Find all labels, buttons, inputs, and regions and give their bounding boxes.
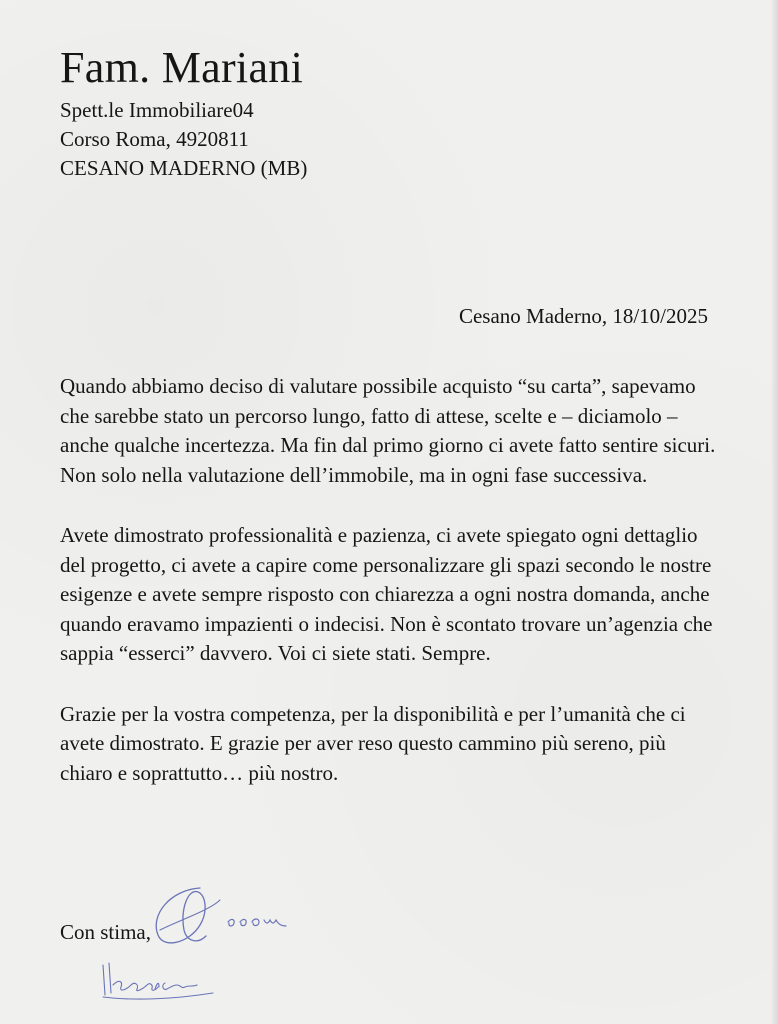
closing-salutation: Con stima, [60, 920, 152, 944]
letter-body [60, 372, 720, 819]
sender-family-name: Fam. Mariani [60, 43, 304, 92]
recipient-address [60, 96, 307, 183]
handwritten-signature-2 [95, 955, 225, 1010]
recipient-line-2: Corso Roma, 4920811 [60, 127, 249, 151]
paper-edge [770, 0, 778, 1024]
handwritten-signature-1 [140, 880, 340, 960]
body-paragraph-2: Avete dimostrato professionalità e pazienza, ci avete spiegato ogni dettaglio del progetto, ci avete a capire come personalizzare gli spazi secondo le nostre esigenze e avete sempre risposto con chiarezza a ogni nostra domanda, anche quando eravamo impazienti o indecisi. Non è scontato trovare un’agenzia che sappia “esserci” davvero. Voi ci siete stati. Sempre. [60, 523, 713, 665]
body-paragraph-1: Quando abbiamo deciso di valutare possibile acquisto “su carta”, sapevamo che sarebbe stato un percorso lungo, fatto di attese, scelte e – diciamolo – anche qualche incertezza. Ma fin dal primo giorno ci avete fatto sentire sicuri. Non solo nella valutazione dell’immobile, ma in ogni fase successiva. [60, 374, 716, 487]
recipient-line-3: CESANO MADERNO (MB) [60, 156, 308, 180]
recipient-line-1: Spett.le Immobiliare04 [60, 98, 254, 122]
body-paragraph-3: Grazie per la vostra competenza, per la disponibilità e per l’umanità che ci avete dimostrato. E grazie per aver reso questo cammino più sereno, più chiaro e soprattutto… più nostro. [60, 701, 686, 785]
date-line: Cesano Maderno, 18/10/2025 [458, 304, 708, 328]
